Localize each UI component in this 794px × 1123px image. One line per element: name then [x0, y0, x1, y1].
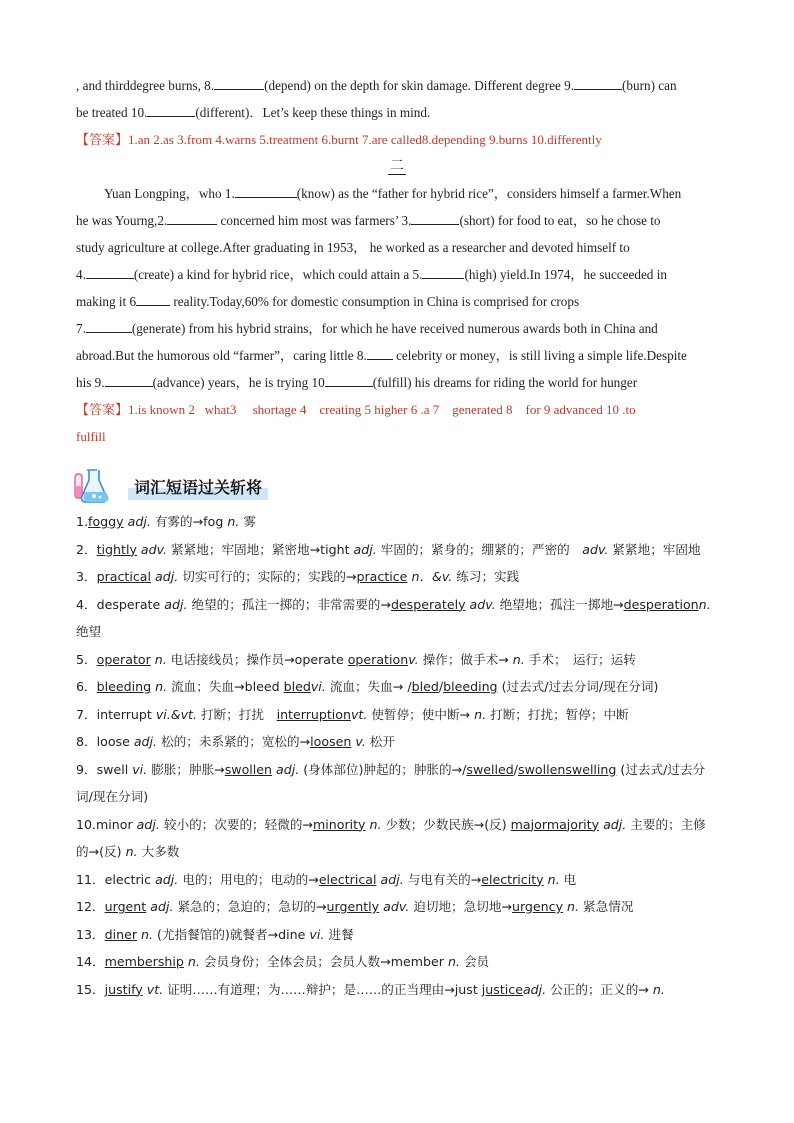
vocab-word: swollen	[518, 761, 566, 777]
vocab-word: loosen	[310, 734, 352, 749]
part-of-speech: adj.	[353, 541, 377, 557]
vocab-text: 练习；实践	[452, 569, 520, 584]
part-of-speech: adj.	[164, 596, 188, 612]
vocab-text: (过去式/过去分词/现在分词)	[76, 761, 706, 804]
part-of-speech: adj.	[123, 514, 151, 529]
vocab-item	[76, 866, 718, 894]
part-of-speech: adv.	[379, 899, 410, 914]
vocab-item	[76, 673, 718, 701]
vocab-text: 14．	[76, 954, 105, 969]
blank-p2-9[interactable]	[105, 374, 153, 387]
vocab-list	[76, 508, 718, 1003]
passage2-line4: 4. (create) a kind for hybrid rice，which could attain a 5. (high) yield.In 1974，he succeeded in	[76, 267, 667, 282]
vocab-text: 有雾的→fog	[150, 514, 228, 529]
part-of-speech: adj.	[272, 761, 300, 777]
vocab-item	[76, 701, 718, 729]
vocab-word: operator	[96, 651, 151, 667]
vocab-text: 紧急情况	[579, 899, 634, 914]
vocab-text: 大多数	[137, 844, 180, 859]
vocab-text: 手术； 运行；运转	[524, 651, 636, 667]
vocab-word: interruption	[276, 706, 351, 722]
section-number: 二	[390, 159, 404, 174]
vocab-text: 4．	[76, 596, 97, 612]
part-of-speech: n.	[183, 954, 200, 969]
blank-p2-5[interactable]	[422, 266, 464, 279]
part-of-speech: n.	[563, 899, 580, 914]
part-of-speech: adj.	[146, 899, 174, 914]
passage1-line1: , and thirddegree burns, 8. (depend) on the depth for skin damage. Different degree 9. (burn) can	[76, 78, 677, 93]
vocab-text: 与电有关的→	[403, 871, 482, 887]
vocab-word: urgently	[326, 899, 380, 914]
vocab-word: operation	[347, 651, 409, 667]
passage2-line1: Yuan Longping，who 1. (know) as the “father for hybrid rice”，considers himself a farmer.When	[104, 186, 682, 201]
passage2-line5: making it 6 reality.Today,60% for domestic consumption in China is comprised for crops	[76, 294, 580, 309]
vocab-word: swelling	[565, 761, 617, 777]
vocab-text: 紧急的；急迫的；急切的→	[173, 899, 327, 914]
vocab-text: 6．	[76, 679, 97, 694]
blank-p2-8[interactable]	[367, 347, 393, 360]
vocab-word: urgent	[104, 899, 147, 914]
part-of-speech: n.	[125, 844, 138, 859]
vocab-text: 13．	[76, 926, 105, 942]
part-of-speech: vt.	[350, 706, 368, 722]
vocab-text: 电话接线员；操作员→operate	[166, 651, 348, 667]
vocab-text: (过去式/过去分词/现在分词)	[497, 679, 659, 694]
blank-10[interactable]	[147, 104, 195, 117]
vocab-word: swelled	[466, 761, 514, 777]
vocab-text: 使暂停；使中断→	[367, 706, 471, 722]
vocab-text: 会员身份；全体会员；会员人数→member	[199, 954, 448, 969]
vocab-word: bleeding	[443, 679, 498, 694]
blank-p2-4[interactable]	[86, 266, 134, 279]
blank-9[interactable]	[574, 77, 622, 90]
vocab-item	[76, 948, 718, 976]
vocab-text: 7．	[76, 706, 97, 722]
part-of-speech: adv.	[582, 541, 609, 557]
passage1-line2: be treated 10. (different)．Let’s keep these things in mind.	[76, 105, 431, 120]
answer-2: 【答案】1.is known 2 what3 shortage 4 creating 5 higher 6 .a 7 generated 8 for 9 advanced 10 .to	[76, 402, 636, 418]
blank-p2-3[interactable]	[411, 212, 459, 225]
part-of-speech: adj.	[599, 816, 627, 832]
vocab-text: loose	[96, 734, 134, 749]
vocab-text: desperate	[96, 596, 165, 612]
vocab-text: 松的；未系紧的；宽松的→	[157, 734, 311, 749]
vocab-word: foggy	[88, 514, 124, 529]
vocab-text: 牢固的；紧身的；绷紧的；严密的	[376, 541, 583, 557]
vocab-text: minor	[96, 816, 137, 832]
vocab-word: membership	[104, 954, 184, 969]
vocab-text: 2．	[76, 541, 97, 557]
part-of-speech: vi.	[309, 926, 325, 942]
vocab-word: justice	[481, 981, 523, 997]
part-of-speech: n.	[227, 514, 240, 529]
vocab-item	[76, 728, 718, 756]
vocab-text: 9．	[76, 761, 97, 777]
vocab-item	[76, 921, 718, 949]
vocab-word: desperately	[390, 596, 466, 612]
part-of-speech: n．&v.	[407, 569, 453, 584]
vocab-item	[76, 756, 718, 811]
vocab-item	[76, 811, 718, 866]
part-of-speech: n.	[151, 679, 168, 694]
passage2-line3: study agriculture at college.After graduating in 1953， he worked as a researcher and devoted himself to	[76, 240, 630, 255]
vocab-text: 5．	[76, 651, 97, 667]
vocab-text: interrupt	[96, 706, 156, 722]
vocab-text: 松开	[365, 734, 395, 749]
part-of-speech: vt.	[142, 981, 164, 997]
vocab-text: 切实可行的；实际的；实践的→	[178, 569, 357, 584]
part-of-speech: adj.	[136, 816, 160, 832]
vocab-text: 15．	[76, 981, 105, 997]
blank-p2-7[interactable]	[86, 320, 132, 333]
part-of-speech: n.	[447, 954, 460, 969]
answer-1: 【答案】1.an 2.as 3.from 4.warns 5.treatment 6.burnt 7.are called8.depending 9.burns 10.differently	[76, 132, 602, 148]
vocab-text: 紧紧地；牢固地；紧密地→tight	[167, 541, 354, 557]
vocab-item	[76, 893, 718, 921]
part-of-speech: n.	[137, 926, 154, 942]
blank-8[interactable]	[214, 77, 264, 90]
vocab-word: diner	[104, 926, 138, 942]
part-of-speech: v.	[351, 734, 366, 749]
vocab-word: justify	[104, 981, 143, 997]
vocab-text: 操作；做手术→	[418, 651, 509, 667]
part-of-speech: vi.&vt.	[155, 706, 197, 722]
part-of-speech: n.	[648, 981, 665, 997]
vocab-item	[76, 536, 718, 564]
vocab-text: 紧紧地；牢固地	[608, 541, 701, 557]
vocab-text: 证明……有道理；为……辩护；是……的正当理由→just	[163, 981, 482, 997]
vocab-text: 会员	[459, 954, 490, 969]
vocab-text: 绝望	[76, 624, 102, 639]
part-of-speech: adj.	[522, 981, 547, 997]
blank-p2-10[interactable]	[325, 374, 373, 387]
vocab-word: practical	[96, 569, 151, 584]
part-of-speech: v.	[408, 651, 419, 667]
vocab-word: major	[510, 816, 547, 832]
vocab-word: tightly	[96, 541, 137, 557]
vocab-item	[76, 591, 718, 646]
vocab-word: majority	[546, 816, 600, 832]
vocab-item	[76, 508, 718, 536]
part-of-speech: n.	[365, 816, 382, 832]
vocab-text: 进餐	[324, 926, 354, 942]
vocab-text: /	[462, 761, 467, 777]
blank-p2-6[interactable]	[136, 293, 170, 306]
part-of-speech: vi.	[310, 679, 326, 694]
vocab-text: swell	[96, 761, 133, 777]
vocab-text: 12．	[76, 899, 105, 914]
vocab-text: 膨胀；肿胀→	[147, 761, 225, 777]
vocab-text: 绝望的；孤注一掷的；非常需要的→	[187, 596, 391, 612]
vocab-item	[76, 646, 718, 674]
vocab-word: bled	[283, 679, 311, 694]
vocab-text: 8．	[76, 734, 97, 749]
part-of-speech: n.	[150, 651, 167, 667]
lab-flask-icon	[72, 466, 110, 506]
vocab-text: 11．	[76, 871, 105, 887]
part-of-speech: n.	[508, 651, 525, 667]
vocab-text: /	[403, 679, 412, 694]
vocab-text: 3．	[76, 569, 97, 584]
part-of-speech: n.	[470, 706, 487, 722]
part-of-speech: adv.	[465, 596, 496, 612]
vocab-word: electricity	[481, 871, 544, 887]
vocab-text: 流血；失血→	[325, 679, 404, 694]
vocab-text: 电	[559, 871, 577, 887]
vocab-word: desperation	[623, 596, 699, 612]
vocab-word: minority	[312, 816, 366, 832]
part-of-speech: adj.	[376, 871, 404, 887]
part-of-speech: adv.	[136, 541, 168, 557]
vocab-text: 打断；打扰	[197, 706, 277, 722]
passage2-line6: 7. (generate) from his hybrid strains，for which he have received numerous awards both in China and	[76, 321, 658, 336]
vocab-text: 迫切地；急切地→	[409, 899, 512, 914]
vocab-text: 绝望地；孤注一掷地→	[495, 596, 624, 612]
vocab-item	[76, 563, 718, 591]
part-of-speech: adj.	[133, 734, 158, 749]
vocab-section-header	[72, 466, 268, 506]
vocab-text: 较小的；次要的；轻微的→	[159, 816, 313, 832]
vocab-text: /	[438, 679, 444, 694]
vocab-item	[76, 976, 718, 1004]
vocab-text: 少数；少数民族→(反)	[381, 816, 511, 832]
vocab-text: /	[513, 761, 519, 777]
part-of-speech: adj.	[151, 569, 179, 584]
part-of-speech: n.	[698, 596, 711, 612]
blank-p2-1[interactable]	[235, 185, 297, 198]
vocab-word: bled	[411, 679, 439, 694]
vocab-text: 主要的；主修的→(反)	[76, 816, 706, 859]
passage2-line7: abroad.But the humorous old “farmer”，caring little 8. celebrity or money，is still living a simple life.Despite	[76, 348, 687, 363]
answer-2-cont: fulfill	[76, 429, 106, 444]
vocab-word: practice	[356, 569, 408, 584]
vocab-text: 1.	[76, 514, 89, 529]
vocab-text: electric	[104, 871, 156, 887]
vocab-word: urgency	[511, 899, 564, 914]
part-of-speech: adj.	[155, 871, 179, 887]
passage2-line2: he was Yourng,2. concerned him most was farmers’ 3. (short) for food to eat，so he chose to	[76, 213, 661, 228]
blank-p2-2[interactable]	[167, 212, 217, 225]
vocab-word: electrical	[318, 871, 377, 887]
vocab-text: 流血；失血→bleed	[167, 679, 284, 694]
vocab-text: (尤指餐馆的)就餐者→dine	[153, 926, 310, 942]
vocab-word: swollen	[224, 761, 273, 777]
part-of-speech: n.	[543, 871, 560, 887]
vocab-text: 打断；打扰；暂停；中断	[486, 706, 629, 722]
vocab-text: 雾	[239, 514, 256, 529]
passage2-line8: his 9. (advance) years，he is trying 10 (fulfill) his dreams for riding the world for hunger	[76, 375, 638, 390]
vocab-text: 10.	[76, 816, 97, 832]
section-title: 词汇短语过关斩将	[128, 473, 268, 500]
vocab-text: 公正的；正义的→	[546, 981, 649, 997]
vocab-text: 电的；用电的；电动的→	[178, 871, 319, 887]
vocab-text: (身体部位)肿起的；肿胀的→	[299, 761, 463, 777]
part-of-speech: vi.	[132, 761, 148, 777]
vocab-word: bleeding	[96, 679, 152, 694]
